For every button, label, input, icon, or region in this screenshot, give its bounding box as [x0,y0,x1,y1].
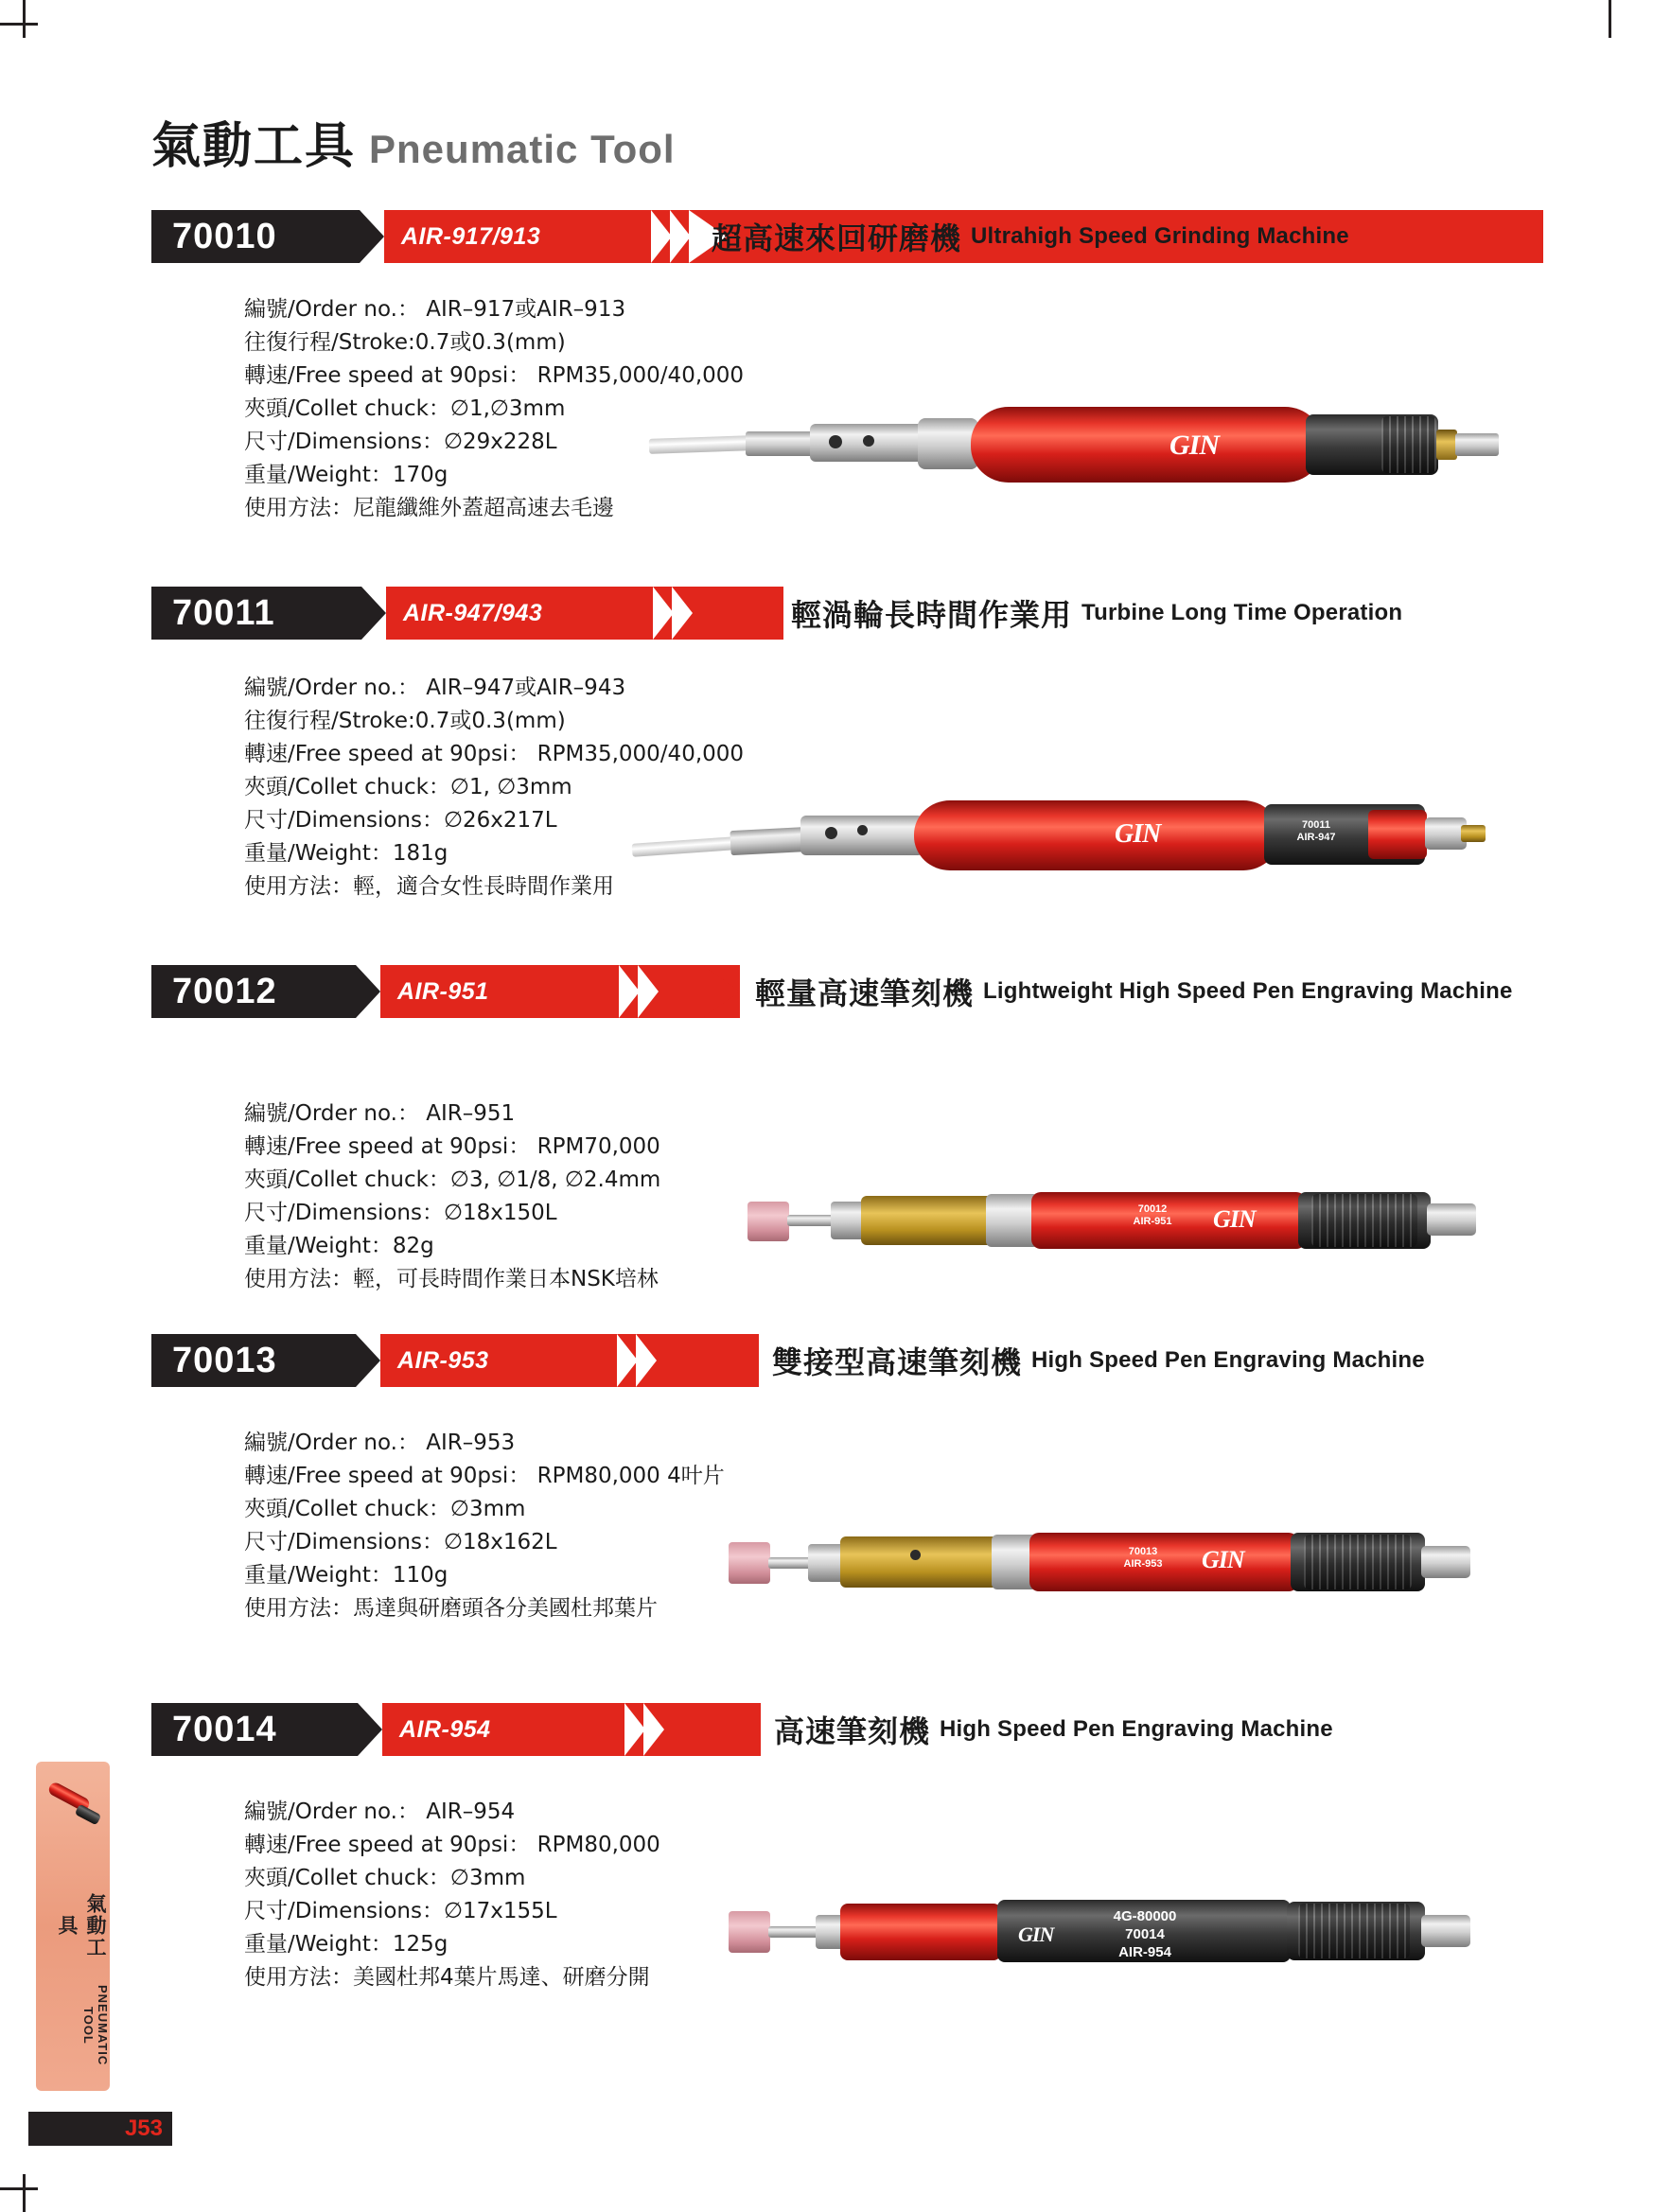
spec-line: 重量/Weight：125g [244,1932,448,1957]
tool-blade [649,435,751,454]
crop-mark-top-right-vertical [1609,0,1611,38]
product-code-badge [151,587,361,640]
product-block-70011 [0,587,1653,899]
chevron-icon-1 [617,1334,638,1387]
spec-line: 轉速/Free speed at 90psi： RPM80,000 [244,1833,660,1857]
tool-label-line1: 70011 [1302,819,1330,831]
chevron-icon-1 [651,210,672,263]
tool-screw [857,825,868,835]
product-header-bar [151,1334,1523,1387]
product-code-badge [151,210,360,263]
tool-air-fitting [1421,1546,1470,1578]
tool-ferrule [918,418,978,469]
product-header-bar [151,587,1523,640]
product-model: AIR-917/913 [401,222,541,250]
product-title-cn: 輕量高速筆刻機 [755,975,975,1011]
spec-line: 夾頭/Collet chuck：∅1, ∅3mm [244,775,572,799]
red-bar-tip-icon [746,587,783,640]
spec-line: 編號/Order no.： AIR–953 [244,1431,516,1455]
product-photo-70013 [729,1506,1476,1610]
spec-line: 轉速/Free speed at 90psi： RPM70,000 [244,1134,660,1159]
tool-collet [831,1202,865,1239]
chevron-icon-1 [619,965,640,1018]
chevron-icon-2 [672,587,693,640]
black-chevron-icon [358,1703,382,1756]
tool-front-grip [840,1904,1001,1960]
product-model: AIR-953 [397,1346,489,1374]
tool-mandrel [787,1215,836,1226]
crop-mark-top-left-vertical [23,0,26,38]
product-code: 70014 [172,1709,277,1749]
tool-label-line2: AIR-951 [1133,1216,1172,1227]
side-tab-label-cn: 氣動工具 [56,1893,107,1959]
spec-line: 重量/Weight：181g [244,841,448,866]
product-title-group [712,210,1349,263]
spec-line: 編號/Order no.： AIR–954 [244,1799,516,1824]
brand-logo: GIN [1202,1546,1244,1573]
chevron-icon-1 [624,1703,645,1756]
spec-line: 使用方法：馬達與研磨頭各分美國杜邦葉片 [244,1596,658,1621]
tool-knurling [1298,1904,1410,1958]
product-title-en: Lightweight High Speed Pen Engraving Machine [983,978,1513,1004]
side-tab [36,1762,110,2091]
product-code: 70010 [172,216,277,256]
product-code-badge [151,1334,356,1387]
tool-brass-nipple [1461,825,1486,842]
brand-logo: GIN [1018,1922,1054,1946]
black-chevron-icon [356,1334,380,1387]
spec-line: 編號/Order no.： AIR–951 [244,1101,516,1126]
tool-grip [971,407,1323,483]
product-title-en: Turbine Long Time Operation [1081,600,1403,625]
spec-line: 使用方法：尼龍纖維外蓋超高速去毛邊 [244,496,614,520]
spec-line: 夾頭/Collet chuck：∅3mm [244,1866,526,1890]
brand-logo: GIN [1213,1205,1256,1233]
tool-label-line2: AIR-953 [1123,1558,1163,1570]
tool-screw [829,435,842,448]
chevron-icon-2 [643,1703,664,1756]
spec-line: 夾頭/Collet chuck：∅1,∅3mm [244,396,566,421]
spec-line: 尺寸/Dimensions：∅26x217L [244,808,557,833]
product-red-bar [386,587,783,640]
page-title [151,106,676,177]
product-title-en: Ultrahigh Speed Grinding Machine [971,223,1349,249]
tool-label [1109,1203,1196,1228]
tool-screw [910,1550,921,1560]
red-bar-tip-icon [702,965,740,1018]
tool-barrel [840,1536,1001,1588]
product-header-bar [151,965,1523,1018]
brand-logo: GIN [1169,430,1220,461]
product-title-cn: 雙接型高速筆刻機 [772,1344,1023,1380]
tool-grip [914,800,1279,870]
product-title-cn: 輕渦輪長時間作業用 [791,597,1073,633]
tool-collet [730,827,810,855]
spec-line: 轉速/Free speed at 90psi： RPM35,000/40,000 [244,363,745,388]
brand-logo: GIN [1115,819,1161,849]
spec-line: 尺寸/Dimensions：∅18x162L [244,1530,557,1554]
spec-line: 轉速/Free speed at 90psi： RPM35,000/40,000 [244,742,745,766]
tool-label-line2: AIR-947 [1296,832,1336,843]
product-code-badge [151,1703,358,1756]
spec-list [244,1097,660,1296]
tool-label [1099,1546,1187,1571]
product-title-group [755,965,1513,1018]
tool-label [1275,819,1357,844]
spec-line: 使用方法：美國杜邦4葉片馬達、研磨分開 [244,1965,650,1990]
footer-bar [28,2112,172,2146]
spec-line: 使用方法：輕，適合女性長時間作業用 [244,874,614,899]
side-tab-text [36,1885,110,2083]
product-red-bar [380,965,740,1018]
chevron-icon-2 [638,965,659,1018]
chevron-icon-2 [636,1334,657,1387]
tool-air-fitting [1455,433,1499,456]
product-photo-70011 [624,783,1476,887]
spec-list [244,1427,725,1625]
product-title-cn: 超高速來回研磨機 [712,220,962,256]
product-title-group [774,1703,1333,1756]
product-model: AIR-947/943 [403,599,543,626]
tool-air-fitting [1427,1203,1476,1236]
page-title-cn: 氣動工具 [151,118,357,175]
product-title-en: High Speed Pen Engraving Machine [940,1716,1333,1742]
black-chevron-icon [361,587,386,640]
product-block-70013 [0,1334,1653,1621]
tool-knurling [1311,1194,1417,1247]
tool-rear-red [1368,810,1427,859]
side-tab-label-en: PNEUMATIC TOOL [81,1984,110,2066]
spec-line: 尺寸/Dimensions：∅29x228L [244,430,557,454]
tool-label-line1: 4G-80000 [1113,1908,1177,1924]
chevron-icon-2 [670,210,691,263]
spec-line: 往復行程/Stroke:0.7或0.3(mm) [244,330,566,355]
spec-line: 重量/Weight：82g [244,1234,434,1258]
tool-barrel [861,1196,994,1245]
spec-line: 重量/Weight：110g [244,1563,448,1588]
product-block-70010 [0,210,1653,520]
crop-mark-bottom-left-horizontal [0,2187,38,2190]
spec-line: 尺寸/Dimensions：∅17x155L [244,1899,557,1923]
grinding-stone [729,1542,770,1584]
crop-mark-top-left-horizontal [0,23,38,26]
product-model: AIR-954 [399,1715,491,1743]
tool-label-line2: 70014 [1125,1926,1165,1942]
product-title-cn: 高速筆刻機 [774,1713,931,1749]
product-code: 70013 [172,1340,277,1380]
tool-label-line3: AIR-954 [1118,1944,1171,1960]
grinding-stone [747,1202,789,1241]
product-code: 70011 [172,592,275,633]
page-title-en: Pneumatic Tool [369,127,676,171]
black-chevron-icon [356,965,380,1018]
spec-list [244,1796,660,1994]
red-bar-tip-icon [721,1334,759,1387]
spec-line: 編號/Order no.： AIR–917或AIR–913 [244,297,626,322]
spec-line: 重量/Weight：170g [244,463,448,487]
product-photo-70014 [729,1875,1476,1979]
tool-mandrel [768,1557,814,1569]
spec-line: 轉速/Free speed at 90psi： RPM80,000 4叶片 [244,1464,725,1488]
tool-label-line1: 70012 [1137,1203,1168,1215]
side-tab-tool-thumbnail [44,1779,102,1864]
product-photo-70012 [747,1164,1486,1268]
product-code-badge [151,965,356,1018]
product-title-en: High Speed Pen Engraving Machine [1031,1347,1425,1373]
spec-line: 編號/Order no.： AIR–947或AIR–943 [244,676,626,700]
spec-line: 夾頭/Collet chuck：∅3mm [244,1497,526,1521]
product-title-group [791,587,1402,640]
page-number: J53 [124,2115,163,2141]
tool-collet [746,431,814,456]
spec-line: 往復行程/Stroke:0.7或0.3(mm) [244,709,566,733]
product-title-group [772,1334,1425,1387]
tool-blade [632,836,737,857]
spec-line: 夾頭/Collet chuck：∅3, ∅1/8, ∅2.4mm [244,1167,661,1192]
spec-line: 使用方法：輕，可長時間作業日本NSK培林 [244,1267,659,1291]
product-block-70012 [0,965,1653,1291]
product-model: AIR-951 [397,977,489,1005]
black-chevron-icon [360,210,384,263]
tool-screw [863,435,874,447]
tool-screw [825,827,837,839]
product-header-bar [151,210,1523,263]
product-red-bar [382,1703,761,1756]
grinding-stone [729,1911,770,1953]
tool-gold-ring [1436,430,1457,460]
tool-knurling [1304,1535,1412,1589]
tool-label-line1: 70013 [1128,1546,1158,1557]
product-photo-70010 [643,395,1514,500]
tool-head [800,816,923,855]
product-code: 70012 [172,971,277,1011]
spec-line: 尺寸/Dimensions：∅18x150L [244,1201,557,1225]
red-bar-tip-icon [723,1703,761,1756]
tool-collet [808,1544,844,1582]
tool-air-fitting [1421,1915,1470,1947]
chevron-icon-1 [653,587,674,640]
product-header-bar [151,1703,1523,1756]
product-red-bar [380,1334,759,1387]
tool-knurling [1381,416,1436,473]
crop-mark-bottom-left-vertical [23,2174,26,2212]
